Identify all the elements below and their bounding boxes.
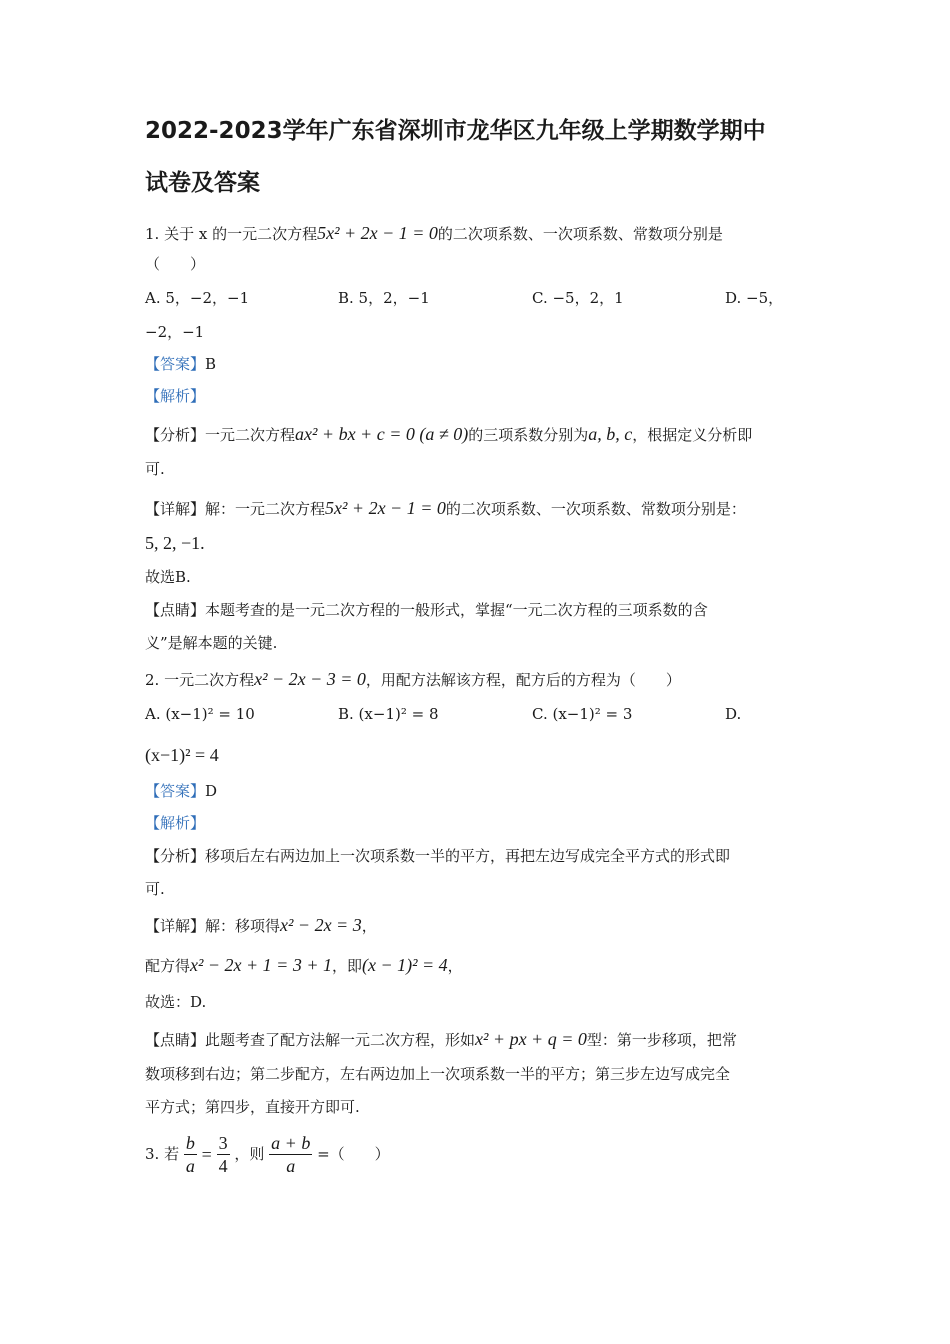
question-2-jiexi-tag: 【解析】 (145, 814, 206, 832)
document-title-line1: 2022-2023学年广东省深圳市龙华区九年级上学期数学期中 (145, 118, 766, 144)
document-title-line2: 试卷及答案 (145, 170, 260, 196)
question-2-analysis-cont: 可. (145, 880, 165, 898)
fraction-b-over-a: $\frac{b}{a}$ (185, 1133, 195, 1176)
question-1-jiexi-tag: 【解析】 (145, 387, 206, 405)
question-2-stem: 2. 一元二次方程x² − 2x − 3 = 0，用配方法解该方程，配方后的方程为（ ） (145, 669, 681, 689)
question-1-stem: 1. 关于 x 的一元二次方程5x² + 2x − 1 = 0的二次项系数、一次项系数、常数项分别是 (145, 223, 723, 243)
question-1-remark: 【点睛】本题考查的是一元二次方程的一般形式，掌握“一元二次方程的三项系数的含 (145, 601, 708, 619)
question-1-option-d: D. −5， (725, 289, 784, 307)
question-2-choice: 故选：D. (145, 993, 207, 1011)
fraction-a-plus-b-over-a: $\frac{a + b}{a}$ (271, 1133, 311, 1176)
question-2-detail: 【详解】解：移项得x² − 2x = 3， (145, 915, 377, 935)
question-2-completing-square: 配方得x² − 2x + 1 = 3 + 1，即(x − 1)² = 4， (145, 955, 463, 975)
question-1-detail: 【详解】解：一元二次方程5x² + 2x − 1 = 0的二次项系数、一次项系数、常数项分别是： (145, 498, 746, 518)
question-1-option-d-cont: −2，−1 (145, 323, 205, 341)
question-1-paren: （ ） (145, 255, 206, 273)
question-1-analysis-cont: 可. (145, 460, 165, 478)
question-2-remark-cont2: 平方式；第四步，直接开方即可. (145, 1098, 360, 1116)
question-2-option-c: C. (x−1)² = 3 (532, 705, 633, 723)
fraction-3-over-4: $\frac{3}{4}$ (218, 1133, 228, 1176)
question-2-analysis: 【分析】移项后左右两边加上一次项系数一半的平方，再把左边写成完全平方式的形式即 (145, 847, 731, 865)
question-2-remark: 【点睛】此题考查了配方法解一元二次方程，形如x² + px + q = 0型：第一步移项，把常 (145, 1029, 737, 1049)
question-3-stem: 3. 若 $\frac{b}{a}$ = $\frac{3}{4}$ ，则 $\frac{a + b}{a}$ =（ ） (145, 1133, 390, 1176)
question-2-option-d: D. (725, 705, 742, 723)
question-1-remark-cont: 义”是解本题的关键. (145, 634, 278, 652)
question-1-option-b: B. 5，2，−1 (338, 289, 430, 307)
question-1-option-a: A. 5，−2，−1 (145, 289, 250, 307)
question-2-option-b: B. (x−1)² = 8 (338, 705, 439, 723)
question-1-analysis: 【分析】一元二次方程ax² + bx + c = 0 (a ≠ 0)的三项系数分别为a, b, c，根据定义分析即 (145, 424, 753, 444)
question-2-remark-cont1: 数项移到右边；第二步配方，左右两边加上一次项系数一半的平方；第三步左边写成完全 (145, 1065, 731, 1083)
question-2-option-a: A. (x−1)² = 10 (145, 705, 255, 723)
question-2-answer: 【答案】D (145, 782, 218, 800)
question-2-option-d-cont: (x−1)² = 4 (145, 745, 219, 765)
question-1-answer: 【答案】B (145, 355, 217, 373)
question-1-detail-values: 5, 2, −1. (145, 533, 205, 553)
question-1-option-c: C. −5，2，1 (532, 289, 624, 307)
question-1-choice: 故选B. (145, 568, 191, 586)
